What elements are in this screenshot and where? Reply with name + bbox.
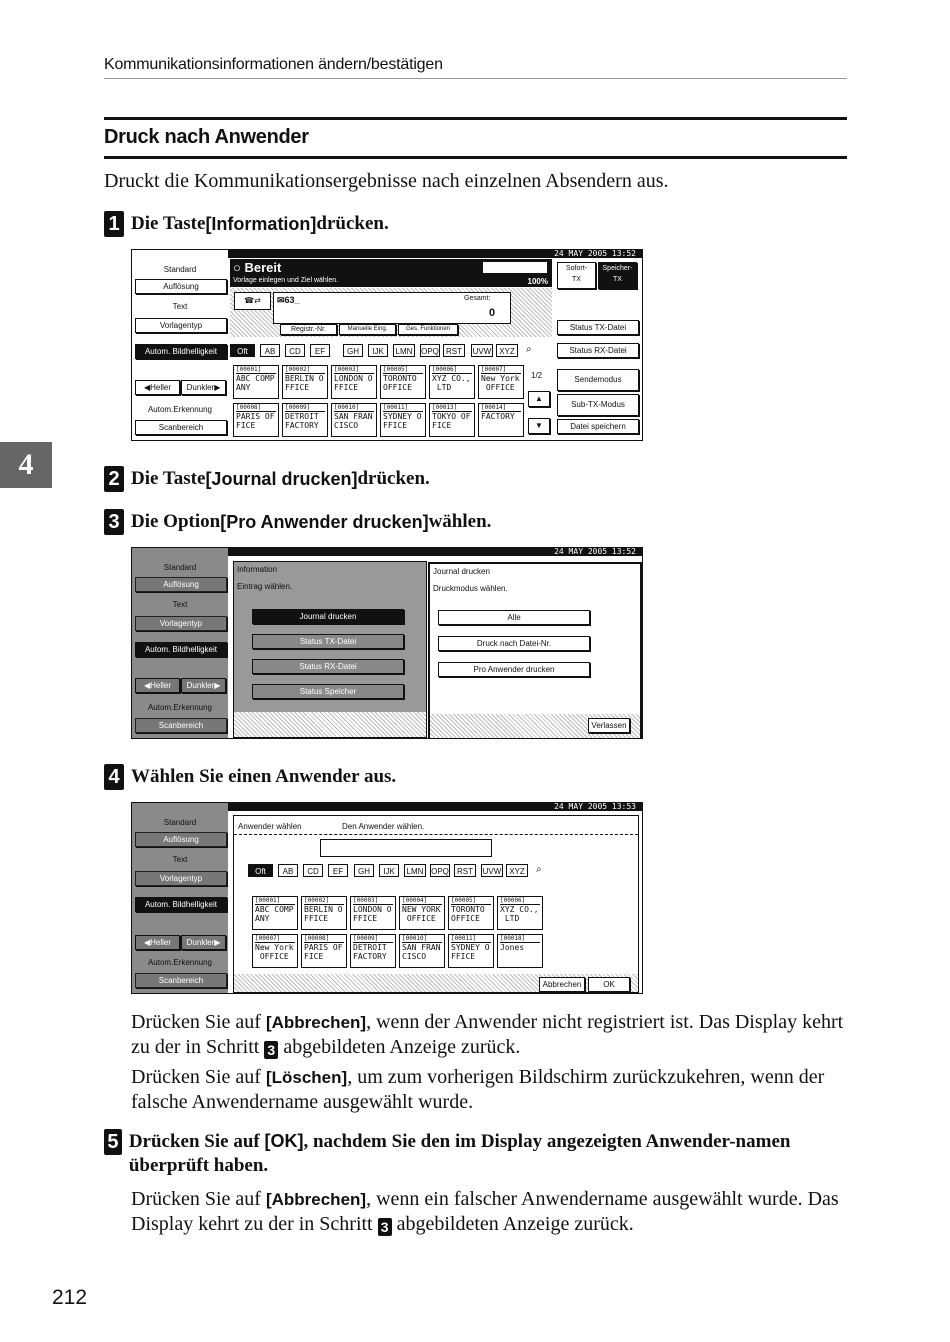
tab-uvw[interactable]: UVW	[471, 344, 493, 357]
tab-rst[interactable]: RST	[443, 344, 465, 357]
panel-subtitle: Eintrag wählen.	[237, 582, 293, 591]
cell-name: FFICE	[451, 952, 476, 961]
destination-cell[interactable]	[429, 365, 475, 399]
screenshot-journal	[131, 547, 643, 739]
cell-name: OFFICE	[481, 383, 515, 392]
note-cancel: Drücken Sie auf [Abbrechen], wenn der Anwender nicht registriert ist. Das Display kehrt zu der in Schritt 3 abgebildeten Anzeige zurück.	[131, 1011, 844, 1058]
cell-name: LTD	[432, 383, 452, 392]
refresh-icon: ○	[233, 260, 241, 275]
cell-id: [00010]	[402, 935, 442, 943]
option-all[interactable]: Alle	[438, 610, 590, 625]
option-per-user[interactable]: Pro Anwender drucken	[438, 662, 590, 677]
destination-cell[interactable]	[399, 896, 445, 930]
step-key: [Journal drucken]	[205, 468, 358, 489]
scan-area-button[interactable]: Scanbereich	[135, 973, 227, 988]
tab-registration-no[interactable]: Registr.-Nr.	[280, 324, 337, 335]
send-mode-button[interactable]: Sendemodus	[557, 369, 639, 391]
status-tx-file-button[interactable]: Status TX-Datei	[557, 320, 639, 335]
destination-cell[interactable]	[380, 365, 426, 399]
cell-name: LONDON O	[334, 374, 373, 383]
cancel-button[interactable]: Abbrechen	[539, 977, 585, 992]
cell-name: OFFICE	[255, 952, 289, 961]
tab-gh[interactable]: GH	[343, 344, 363, 357]
section-rule-bottom	[104, 156, 847, 159]
destination-cell[interactable]	[448, 896, 494, 930]
cell-id: [00014]	[481, 404, 521, 412]
tab-manual-entry[interactable]: Manuelle Eing.	[339, 324, 396, 335]
note-cancel-wrong: Drücken Sie auf [Abbrechen], wenn ein falscher Anwendername ausgewählt wurde. Das Display kehrt zu der in Schritt 3 abgebildeten Anzeige zurück.	[131, 1188, 839, 1235]
cell-name: SYDNEY O	[383, 412, 422, 421]
dialog-instruction: Den Anwender wählen.	[342, 822, 425, 831]
cell-id: [00013]	[432, 404, 472, 412]
tab-ef[interactable]: EF	[310, 344, 330, 357]
cell-name: CISCO	[402, 952, 427, 961]
cell-name: ANY	[255, 914, 270, 923]
step-text: wählen.	[428, 511, 492, 532]
page-indicator: 1/2	[531, 371, 543, 380]
step-number: 1	[104, 211, 124, 237]
status-header	[230, 259, 552, 287]
cell-name: TORONTO	[383, 374, 417, 383]
cell-name: LTD	[500, 914, 520, 923]
step-3	[104, 509, 491, 535]
tab-gh[interactable]: GH	[354, 864, 374, 877]
destination-cell[interactable]	[282, 403, 328, 437]
scan-area-button[interactable]: Scanbereich	[135, 718, 227, 733]
destination-cell[interactable]	[331, 365, 377, 399]
cell-name: Jones	[500, 943, 525, 952]
destination-cell[interactable]	[233, 403, 279, 437]
cell-name: PARIS OF	[236, 412, 275, 421]
cell-id: [00001]	[255, 897, 295, 905]
text-label: Text	[172, 855, 188, 864]
left-panel	[132, 803, 228, 993]
cell-id: [00010]	[334, 404, 374, 412]
cell-name: FFICE	[285, 383, 310, 392]
panel-footer	[234, 712, 426, 737]
standard-label: Standard	[163, 265, 197, 274]
cell-name: BERLIN O	[285, 374, 324, 383]
intro-text: Druckt die Kommunikationsergebnisse nach einzelnen Absendern aus.	[104, 170, 669, 192]
destination-prefix: ✉63_	[277, 295, 300, 305]
memory-indicator: 100%	[527, 277, 548, 286]
datetime: 24 MAY 2005 13:52	[228, 548, 642, 556]
instruction: Vorlage einlegen und Ziel wählen.	[233, 277, 339, 284]
cell-id: [00002]	[304, 897, 344, 905]
auto-density-button[interactable]: Autom. Bildhelligkeit	[135, 642, 227, 657]
cell-name: XYZ CO.,	[500, 905, 539, 914]
save-file-button[interactable]: Datei speichern	[557, 419, 639, 434]
destination-cell[interactable]	[497, 934, 543, 968]
divider	[234, 834, 638, 835]
information-button[interactable]: Information	[482, 261, 548, 274]
destination-cell[interactable]	[380, 403, 426, 437]
tab-ab[interactable]: AB	[278, 864, 298, 877]
immediate-tx-button[interactable]: Sofort- TX	[557, 262, 596, 289]
cell-name: New York	[255, 943, 294, 952]
status-label: Bereit	[244, 260, 282, 275]
cell-name: SAN FRAN	[334, 412, 373, 421]
cell-name: SAN FRAN	[402, 943, 441, 952]
cell-name: DETROIT	[285, 412, 319, 421]
cell-id: [00007]	[255, 935, 295, 943]
darker-button[interactable]: Dunkler▶	[181, 380, 226, 395]
tab-opq[interactable]: OPQ	[420, 344, 440, 357]
cell-id: [00008]	[304, 935, 344, 943]
step-key: [Pro Anwender drucken]	[220, 511, 429, 532]
screenshot-ready	[131, 249, 643, 441]
destination-cell[interactable]	[301, 896, 347, 930]
step-4	[104, 764, 396, 790]
standard-label: Standard	[163, 818, 197, 827]
chapter-tab: 4	[0, 442, 52, 488]
status-tx-file-button[interactable]: Status TX-Datei	[252, 634, 404, 649]
cell-name: FFICE	[383, 421, 408, 430]
step-number: 2	[104, 466, 124, 492]
destination-cell[interactable]	[429, 403, 475, 437]
memory-tx-button[interactable]: Speicher- TX	[598, 262, 637, 289]
cell-name: FICE	[432, 421, 452, 430]
tab-ijk[interactable]: IJK	[379, 864, 399, 877]
original-type-button[interactable]: Vorlagentyp	[135, 318, 227, 333]
tab-ijk[interactable]: IJK	[368, 344, 388, 357]
cell-id: [00011]	[451, 935, 491, 943]
cell-name: DETROIT	[353, 943, 387, 952]
cell-name: ANY	[236, 383, 251, 392]
auto-detect-label: Autom.Erkennung	[147, 958, 213, 967]
search-icon[interactable]: ⌕	[526, 344, 532, 355]
popup-title: Journal drucken	[433, 567, 490, 576]
step-text: Drücken Sie auf	[128, 1131, 265, 1152]
destination-cell[interactable]	[448, 934, 494, 968]
cell-id: [00005]	[383, 366, 423, 374]
status-rx-file-button[interactable]: Status RX-Datei	[252, 659, 404, 674]
search-icon[interactable]: ⌕	[536, 864, 542, 875]
key-cancel: [Abbrechen]	[265, 1013, 367, 1032]
user-name-field[interactable]	[320, 839, 492, 857]
destination-cell[interactable]	[497, 896, 543, 930]
cell-name: NEW YORK	[402, 905, 441, 914]
step-1	[104, 211, 389, 237]
scan-area-button[interactable]: Scanbereich	[135, 420, 227, 435]
destination-cell[interactable]	[233, 365, 279, 399]
resolution-button[interactable]: Auflösung	[135, 279, 227, 294]
resolution-button[interactable]: Auflösung	[135, 832, 227, 847]
key-cancel: [Abbrechen]	[265, 1190, 367, 1209]
darker-button[interactable]: Dunkler▶	[181, 678, 226, 693]
cell-name: OFFICE	[383, 383, 412, 392]
destination-cell[interactable]	[399, 934, 445, 968]
tab-opq[interactable]: OPQ	[430, 864, 450, 877]
cell-name: OFFICE	[451, 914, 480, 923]
tab-oft[interactable]: Oft	[248, 864, 273, 877]
tab-cd[interactable]: CD	[303, 864, 323, 877]
screenshot-select-user	[131, 802, 643, 994]
cell-name: BERLIN O	[304, 905, 343, 914]
cell-name: FACTORY	[481, 412, 515, 421]
step-text: drücken.	[316, 213, 389, 234]
lighter-button[interactable]: ◀Heller	[135, 678, 180, 693]
cell-id: [00009]	[353, 935, 393, 943]
step-text: , nachdem Sie den im Display angezeigten Anwender-namen überprüft haben.	[128, 1131, 791, 1176]
cell-id: [00011]	[383, 404, 423, 412]
cell-id: [00007]	[481, 366, 521, 374]
tel-icon[interactable]: ☎⇄	[234, 292, 271, 310]
cell-id: [00004]	[402, 897, 442, 905]
section-rule-top	[104, 117, 847, 120]
destination-cell[interactable]	[478, 365, 524, 399]
destination-cell[interactable]	[478, 403, 524, 437]
option-by-file-no[interactable]: Druck nach Datei-Nr.	[438, 636, 590, 651]
cell-id: [00002]	[285, 366, 325, 374]
exit-button[interactable]: Verlassen	[588, 718, 630, 733]
cell-id: [00005]	[451, 897, 491, 905]
cell-name: TORONTO	[451, 905, 485, 914]
step-key: [Information]	[205, 213, 317, 234]
dialog-title: Anwender wählen	[238, 822, 302, 831]
datetime: 24 MAY 2005 13:52	[228, 250, 642, 258]
status-rx-file-button[interactable]: Status RX-Datei	[557, 343, 639, 358]
sub-tx-mode-button[interactable]: Sub-TX-Modus	[557, 394, 639, 416]
tab-xyz[interactable]: XYZ	[496, 344, 518, 357]
cell-id: [00001]	[236, 366, 276, 374]
destination-cell[interactable]	[350, 934, 396, 968]
step-number: 3	[104, 509, 124, 535]
note-delete: Drücken Sie auf [Löschen], um zum vorherigen Bildschirm zurückzukehren, wenn der falsche Anwendername ausgewählt wurde.	[131, 1066, 825, 1113]
cell-name: LONDON O	[353, 905, 392, 914]
tab-all-functions[interactable]: Ges. Funktionen	[398, 324, 458, 335]
left-panel	[132, 548, 228, 738]
cell-name: ABC COMP	[255, 905, 294, 914]
cell-id: [00006]	[500, 897, 540, 905]
header-rule	[104, 78, 847, 79]
original-type-button[interactable]: Vorlagentyp	[135, 616, 227, 631]
datetime: 24 MAY 2005 13:53	[228, 803, 642, 811]
cell-name: FFICE	[334, 383, 359, 392]
step-key: [OK]	[264, 1131, 304, 1151]
cell-id: [00018]	[500, 935, 540, 943]
destination-field[interactable]	[273, 292, 511, 324]
cell-name: FICE	[304, 952, 324, 961]
section-title: Druck nach Anwender	[104, 126, 309, 148]
step-text: Die Taste	[131, 468, 206, 489]
alpha-tabs	[248, 864, 588, 878]
page-number: 212	[52, 1286, 88, 1309]
step-text: Die Taste	[131, 213, 206, 234]
scroll-down-icon[interactable]: ▼	[528, 418, 550, 434]
journal-popup	[428, 562, 642, 739]
resolution-button[interactable]: Auflösung	[135, 577, 227, 592]
tab-oft[interactable]: Oft	[230, 344, 255, 357]
tab-uvw[interactable]: UVW	[481, 864, 503, 877]
tab-ef[interactable]: EF	[328, 864, 348, 877]
darker-button[interactable]: Dunkler▶	[181, 935, 226, 950]
step-5	[104, 1129, 847, 1178]
step-number: 5	[104, 1129, 122, 1155]
cell-name: OFFICE	[402, 914, 436, 923]
cell-name: FICE	[236, 421, 256, 430]
running-head: Kommunikationsinformationen ändern/bestätigen	[104, 56, 443, 73]
auto-density-button[interactable]: Autom. Bildhelligkeit	[135, 344, 227, 359]
step-text: Wählen Sie einen Anwender aus.	[131, 766, 397, 787]
tab-xyz[interactable]: XYZ	[506, 864, 528, 877]
information-panel	[233, 561, 427, 738]
lighter-button[interactable]: ◀Heller	[135, 380, 180, 395]
total-value: 0	[489, 307, 496, 319]
tab-rst[interactable]: RST	[454, 864, 476, 877]
step-ref: 3	[378, 1218, 392, 1236]
total-label: Gesamt:	[464, 295, 491, 302]
step-number: 4	[104, 764, 124, 790]
destination-cell[interactable]	[301, 934, 347, 968]
lighter-button[interactable]: ◀Heller	[135, 935, 180, 950]
ok-button[interactable]: OK	[588, 977, 630, 992]
cell-name: New York	[481, 374, 520, 383]
destination-cell[interactable]	[331, 403, 377, 437]
status-memory-button[interactable]: Status Speicher	[252, 684, 404, 699]
cell-name: XYZ CO.,	[432, 374, 471, 383]
cell-id: [00003]	[334, 366, 374, 374]
destination-cell[interactable]	[350, 896, 396, 930]
cell-name: SYDNEY O	[451, 943, 490, 952]
scroll-up-icon[interactable]: ▲	[528, 391, 550, 407]
destination-cell[interactable]	[252, 896, 298, 930]
text-label: Text	[172, 600, 188, 609]
step-2	[104, 466, 430, 492]
step-text: Die Option	[131, 511, 221, 532]
cell-id: [00003]	[353, 897, 393, 905]
cell-name: CISCO	[334, 421, 359, 430]
cell-name: FFICE	[353, 914, 378, 923]
destination-cell[interactable]	[282, 365, 328, 399]
cell-name: ABC COMP	[236, 374, 275, 383]
step-text: drücken.	[357, 468, 430, 489]
auto-detect-label: Autom.Erkennung	[147, 405, 213, 414]
step-ref: 3	[264, 1041, 278, 1059]
standard-label: Standard	[163, 563, 197, 572]
left-panel	[132, 250, 228, 440]
auto-density-button[interactable]: Autom. Bildhelligkeit	[135, 897, 227, 912]
original-type-button[interactable]: Vorlagentyp	[135, 871, 227, 886]
tab-ab[interactable]: AB	[260, 344, 280, 357]
cell-name: TOKYO OF	[432, 412, 471, 421]
user-select-panel	[233, 815, 639, 993]
tab-lmn[interactable]: LMN	[393, 344, 415, 357]
panel-title: Information	[237, 565, 278, 574]
alpha-tabs	[230, 344, 552, 358]
text-label: Text	[172, 302, 188, 311]
cell-name: PARIS OF	[304, 943, 343, 952]
cell-id: [00008]	[236, 404, 276, 412]
status-text	[233, 260, 281, 275]
cell-id: [00006]	[432, 366, 472, 374]
key-delete: [Löschen]	[265, 1068, 348, 1087]
destination-cell[interactable]	[252, 934, 298, 968]
popup-subtitle: Druckmodus wählen.	[433, 584, 508, 593]
cell-name: FACTORY	[285, 421, 319, 430]
cell-id: [00009]	[285, 404, 325, 412]
tab-cd[interactable]: CD	[285, 344, 305, 357]
tab-lmn[interactable]: LMN	[404, 864, 426, 877]
journal-print-button[interactable]: Journal drucken	[252, 609, 404, 624]
cell-name: FFICE	[304, 914, 329, 923]
auto-detect-label: Autom.Erkennung	[147, 703, 213, 712]
cell-name: FACTORY	[353, 952, 387, 961]
